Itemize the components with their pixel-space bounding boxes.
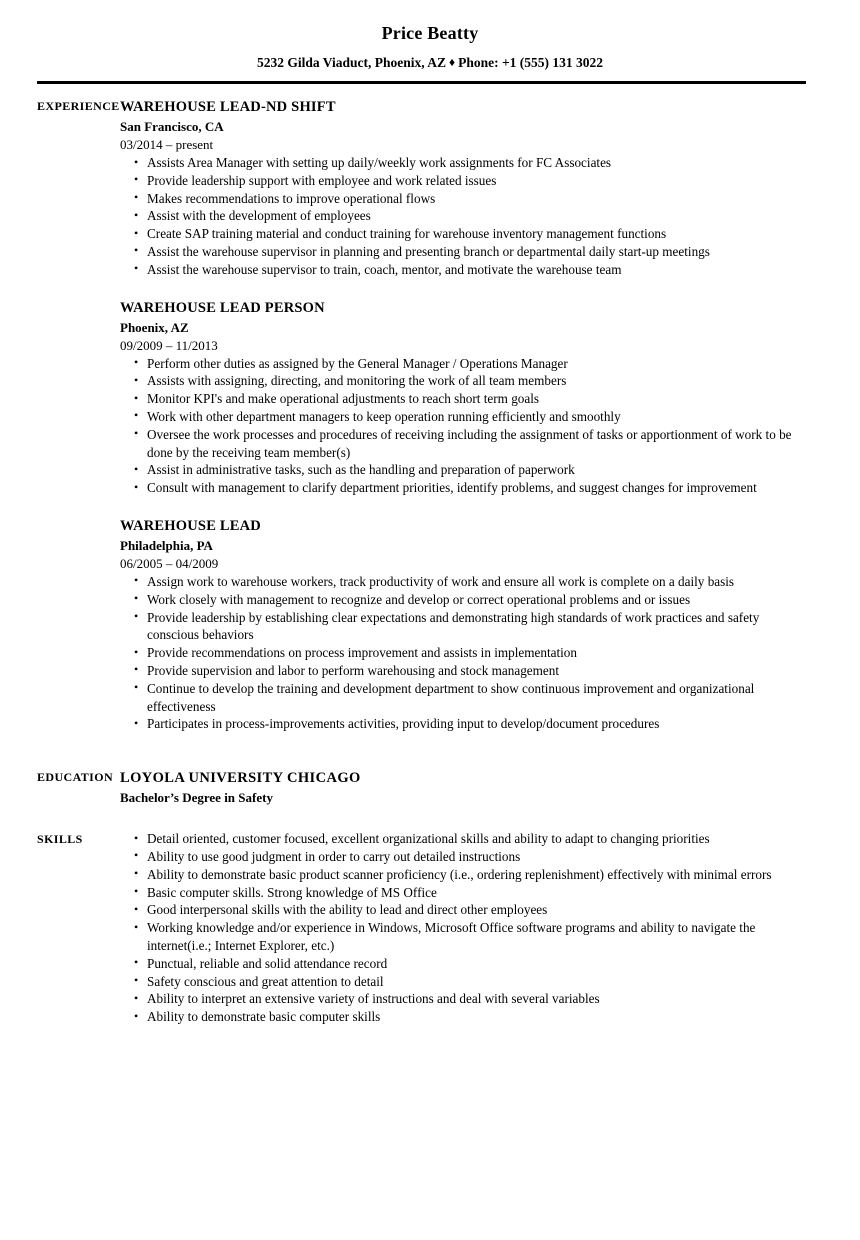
bullet-item: • Assist in administrative tasks, such as the handling and preparation of paperwork <box>120 461 806 479</box>
bullet-item: • Working knowledge and/or experience in Windows, Microsoft Office software programs and ability to navigate the internet(i.e.; Internet Explorer, etc.) <box>120 919 806 955</box>
job-title: WAREHOUSE LEAD-ND SHIFT <box>120 99 336 115</box>
education-label-column <box>0 769 120 785</box>
job-bullet-list <box>120 355 806 497</box>
skills-body <box>120 829 860 1026</box>
bullet-item: • Detail oriented, customer focused, excellent organizational skills and ability to adapt to changing priorities <box>120 830 806 848</box>
school-name: LOYOLA UNIVERSITY CHICAGO <box>120 770 361 787</box>
job-location: San Francisco, CA <box>120 119 224 134</box>
resume-header <box>0 0 860 84</box>
job-entry <box>120 98 806 279</box>
contact-line <box>0 54 860 72</box>
job-dates: 03/2014 – present <box>120 137 214 152</box>
bullet-item: • Assign work to warehouse workers, track productivity of work and ensure all work is complete on a daily basis <box>120 573 806 591</box>
job-bullet-list <box>120 573 806 733</box>
bullet-item: • Consult with management to clarify department priorities, identify problems, and suggest changes for improvement <box>120 479 806 497</box>
job-bullet-list <box>120 154 806 279</box>
bullet-item: • Provide leadership by establishing clear expectations and demonstrating high standards of work practices and safety conscious behaviors <box>120 609 806 645</box>
job-location: Phoenix, AZ <box>120 319 189 335</box>
section-label-education: EDUCATION <box>37 770 114 785</box>
bullet-item: • Monitor KPI's and make operational adjustments to reach short term goals <box>120 390 806 408</box>
job-title: WAREHOUSE LEAD <box>120 517 261 534</box>
bullet-item: • Ability to use good judgment in order to carry out detailed instructions <box>120 848 806 866</box>
bullet-item: • Participates in process-improvements activities, providing input to develop/document procedures <box>120 715 806 733</box>
bullet-item: • Perform other duties as assigned by the General Manager / Operations Manager <box>120 355 806 373</box>
skills-section <box>0 829 860 1026</box>
bullet-item: • Good interpersonal skills with the ability to lead and direct other employees <box>120 901 806 919</box>
bullet-item: • Makes recommendations to improve operational flows <box>120 190 806 208</box>
bullet-item: • Oversee the work processes and procedures of receiving including the assignment of tasks or apportionment of work to be done by the receiving team member(s) <box>120 426 806 462</box>
experience-section <box>0 98 860 735</box>
degree-name: Bachelor’s Degree in Safety <box>120 790 273 806</box>
job-dates: 09/2009 – 11/2013 <box>120 337 218 353</box>
education-section <box>0 769 860 807</box>
bullet-item: • Provide supervision and labor to perform warehousing and stock management <box>120 662 806 680</box>
section-label-skills: SKILLS <box>37 832 83 847</box>
bullet-item: • Continue to develop the training and development department to show continuous improvement and organizational effectiveness <box>120 680 806 716</box>
contact-address: 5232 Gilda Viaduct, Phoenix, AZ <box>256 55 446 70</box>
contact-phone: Phone: +1 (555) 131 3022 <box>458 55 604 70</box>
skills-bullet-list <box>120 830 806 1026</box>
bullet-item: • Ability to demonstrate basic computer skills <box>120 1008 806 1026</box>
bullet-item: • Work with other department managers to keep operation running efficiently and smoothly <box>120 408 806 426</box>
bullet-item: • Create SAP training material and conduct training for warehouse inventory management functions <box>120 225 806 243</box>
bullet-item: • Provide recommendations on process improvement and assists in implementation <box>120 644 806 662</box>
candidate-name: Price Beatty <box>381 23 479 43</box>
bullet-item: • Assists Area Manager with setting up daily/weekly work assignments for FC Associates <box>120 154 806 172</box>
experience-label-column <box>0 98 120 114</box>
bullet-item: • Punctual, reliable and solid attendance record <box>120 955 806 973</box>
job-entry <box>120 517 806 733</box>
bullet-item: • Ability to interpret an extensive variety of instructions and deal with several variables <box>120 990 806 1008</box>
bullet-item: • Basic computer skills. Strong knowledge of MS Office <box>120 884 806 902</box>
section-label-experience: EXPERIENCE <box>37 99 120 113</box>
bullet-item: • Work closely with management to recognize and develop or correct operational problems and or issues <box>120 591 806 609</box>
bullet-item: • Safety conscious and great attention to detail <box>120 973 806 991</box>
job-entry <box>120 299 806 497</box>
job-dates: 06/2005 – 04/2009 <box>120 555 219 571</box>
bullet-item: • Assists with assigning, directing, and monitoring the work of all team members <box>120 372 806 390</box>
diamond-separator-icon: ♦ <box>448 55 456 69</box>
education-body <box>120 769 860 807</box>
skills-label-column <box>0 829 120 847</box>
bullet-item: • Assist the warehouse supervisor to train, coach, mentor, and motivate the warehouse team <box>120 261 806 279</box>
experience-body <box>120 98 860 735</box>
bullet-item: • Assist the warehouse supervisor in planning and presenting branch or departmental daily start-up meetings <box>120 243 806 261</box>
bullet-item: • Ability to demonstrate basic product scanner proficiency (i.e., ordering replenishment) effectively with minimal errors <box>120 866 806 884</box>
job-title: WAREHOUSE LEAD PERSON <box>120 299 325 316</box>
header-divider <box>37 81 806 84</box>
job-location: Philadelphia, PA <box>120 537 213 553</box>
bullet-item: • Provide leadership support with employee and work related issues <box>120 172 806 190</box>
bullet-item: • Assist with the development of employees <box>120 207 806 225</box>
